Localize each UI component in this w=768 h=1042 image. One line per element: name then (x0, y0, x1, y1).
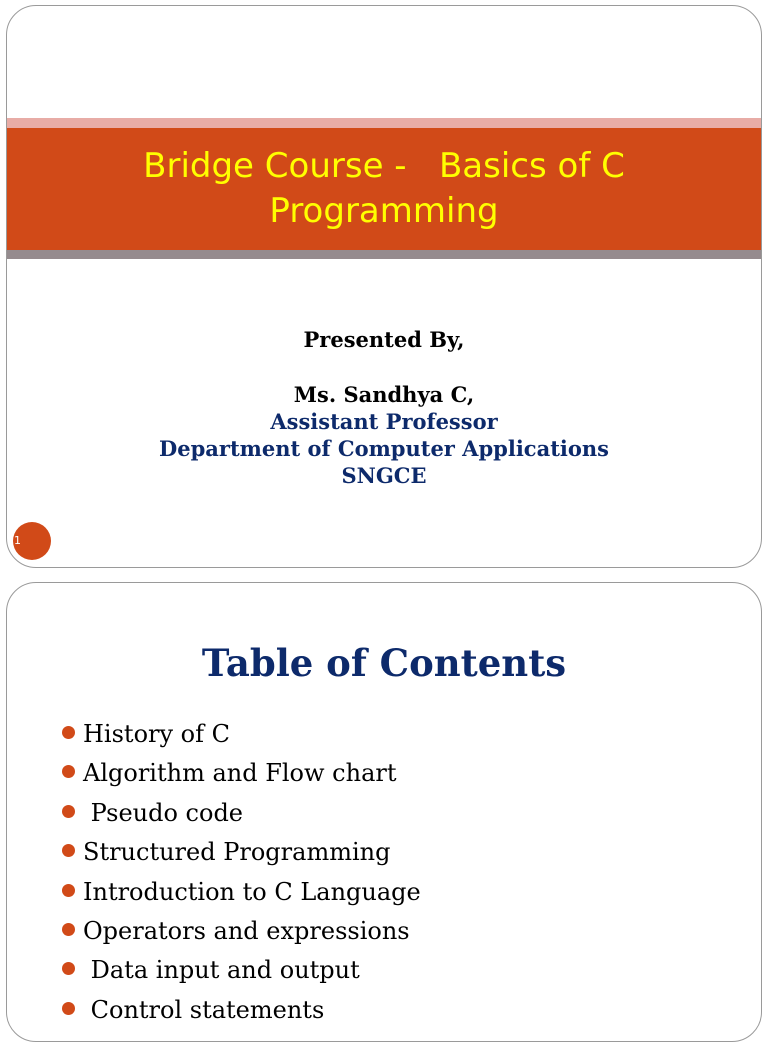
toc-list (61, 715, 421, 1030)
toc-item-label: Data input and output (83, 956, 360, 985)
title-band (7, 128, 761, 250)
presenter-block (7, 326, 761, 489)
toc-item (61, 754, 421, 793)
toc-item-label: Control statements (83, 995, 325, 1024)
bullet-icon (62, 726, 75, 739)
toc-item-label: Structured Programming (83, 838, 391, 867)
slide-title: Bridge Course - Basics of C Programming (143, 146, 636, 231)
toc-item (61, 912, 421, 951)
presenter-institution: SNGCE (341, 463, 427, 488)
toc-slide (6, 582, 762, 1042)
toc-item-label: Operators and expressions (83, 916, 410, 945)
toc-item (61, 794, 421, 833)
bullet-icon (62, 962, 75, 975)
toc-item-label: Pseudo code (83, 798, 244, 827)
page-number: 1 (14, 534, 21, 547)
toc-item (61, 833, 421, 872)
toc-title: Table of Contents (201, 641, 567, 685)
page-number-badge (13, 522, 51, 560)
toc-item (61, 951, 421, 990)
presenter-department: Department of Computer Applications (159, 436, 609, 461)
bullet-icon (62, 884, 75, 897)
bullet-icon (62, 805, 75, 818)
presenter-name: Ms. Sandhya C, (293, 382, 475, 407)
title-slide (6, 5, 762, 568)
toc-item (61, 715, 421, 754)
toc-item-label: Algorithm and Flow chart (83, 759, 397, 788)
bullet-icon (62, 765, 75, 778)
toc-item-label: Introduction to C Language (83, 877, 421, 906)
bullet-icon (62, 844, 75, 857)
bullet-icon (62, 923, 75, 936)
presenter-designation: Assistant Professor (270, 409, 498, 434)
pink-stripe (7, 118, 761, 128)
bullet-icon (62, 1002, 75, 1015)
gray-stripe (7, 250, 761, 259)
spacer (7, 353, 761, 381)
presented-by-label: Presented By, (303, 327, 465, 352)
toc-item (61, 991, 421, 1030)
toc-item-label: History of C (83, 720, 230, 748)
toc-item (61, 873, 421, 912)
